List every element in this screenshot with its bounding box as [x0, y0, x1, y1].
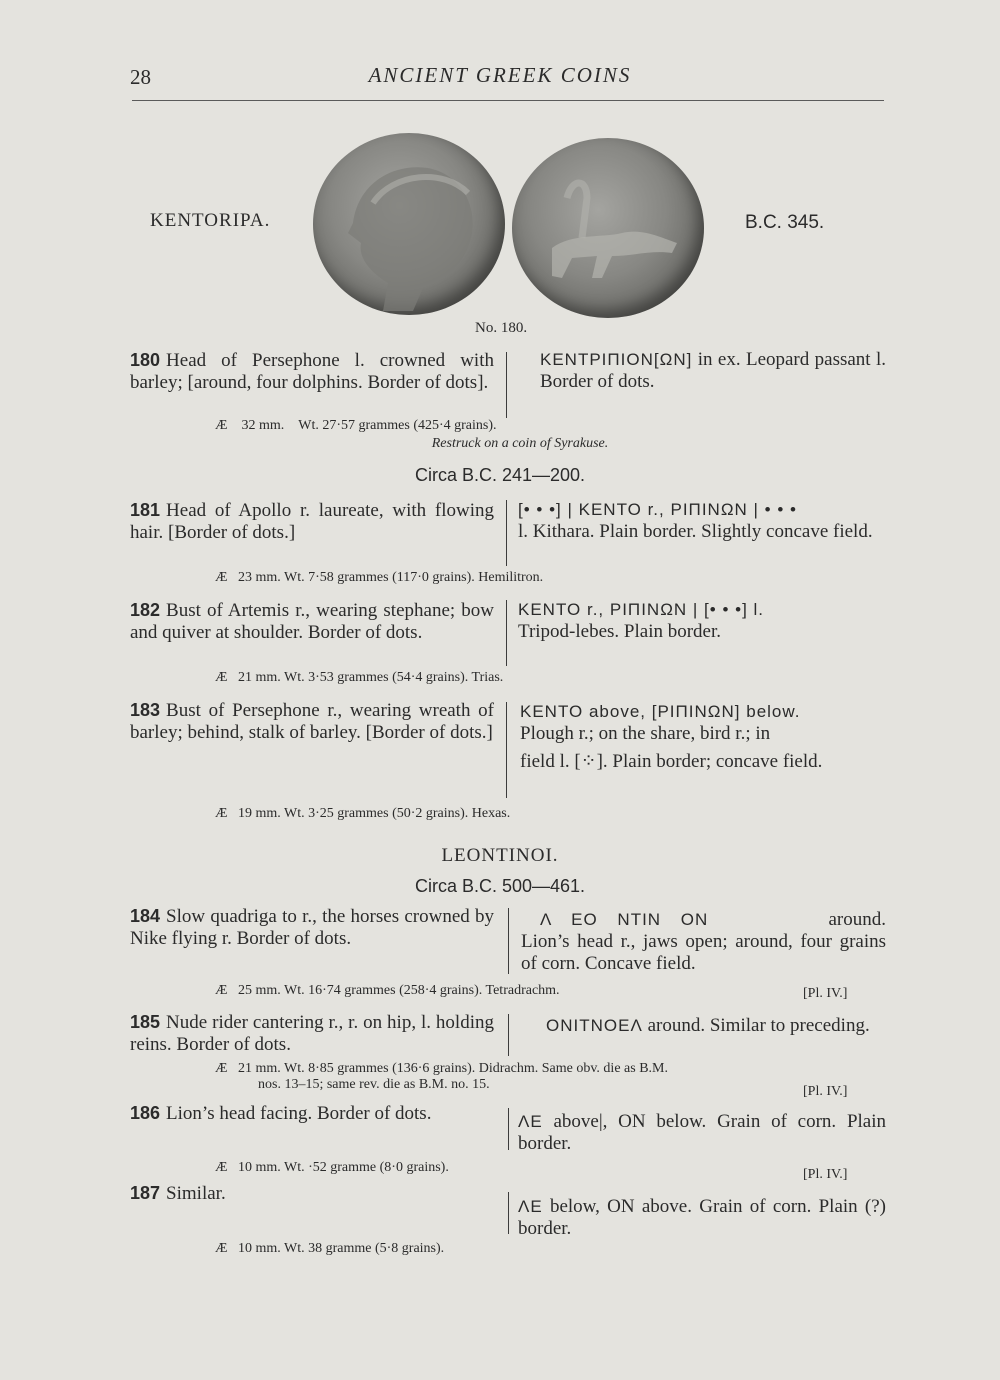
column-divider [506, 352, 507, 418]
reverse-legend: ΚΕΝΤΡΙΠΙΟΝ[ΩΝ] [540, 350, 693, 369]
obverse-description: Similar. [166, 1183, 226, 1204]
metal-symbol: Æ [215, 418, 228, 433]
metal-symbol: Æ [215, 670, 228, 685]
entry-number: 181 [130, 500, 161, 520]
metal-symbol: Æ [215, 1061, 228, 1076]
reverse-description: in ex. Leopard passant l. Border of dots. [540, 349, 886, 392]
entry-number: 186 [130, 1103, 161, 1123]
entry-185-meta [215, 1061, 668, 1077]
entry-186-reverse [518, 1111, 886, 1155]
entry-181-reverse [518, 499, 886, 543]
column-divider [508, 1108, 509, 1150]
reverse-position: around. [828, 909, 886, 930]
entry-183-reverse [520, 701, 886, 773]
plate-reference: [Pl. IV.] [803, 1084, 848, 1099]
entry-184-meta [215, 983, 560, 999]
plate-reference: [Pl. IV.] [803, 1167, 848, 1182]
running-title: ANCIENT GREEK COINS [368, 63, 632, 87]
city-heading-kentoripa: KENTORIPA. [150, 210, 271, 231]
obverse-description: Lion’s head facing. Border of dots. [166, 1103, 432, 1124]
reverse-description: above|, ΟΝ below. Grain of corn. Plain border. [518, 1111, 887, 1154]
entry-184-reverse-description: Lion’s head r., jaws open; around, four grains of corn. Concave field. [521, 931, 886, 974]
reverse-legend: ΛΕ [518, 1197, 543, 1216]
entry-182-meta [215, 670, 503, 686]
entry-180-obverse [130, 349, 494, 394]
metal-symbol: Æ [215, 983, 228, 998]
coin-reverse-image [512, 138, 704, 318]
coin-weight: Wt. 27·57 grammes (425·4 grains). [298, 418, 497, 433]
entry-184-obverse [130, 905, 494, 950]
entry-186-obverse [130, 1102, 494, 1125]
coin-obverse-image [313, 133, 505, 315]
column-divider [508, 1014, 509, 1056]
entry-number: 182 [130, 600, 161, 620]
obverse-description: Head of Apollo r. laureate, with flowing hair. [Border of dots.] [130, 500, 494, 543]
coin-details: 19 mm. Wt. 3·25 grammes (50·2 grains). Hexas. [237, 806, 511, 821]
entry-187-reverse [518, 1196, 886, 1240]
column-divider [506, 500, 507, 566]
obverse-description: Head of Persephone l. crowned with barley; [around, four dolphins. Border of dots]. [130, 350, 494, 393]
entry-183-obverse [130, 699, 494, 744]
coin-details: 25 mm. Wt. 16·74 grammes (258·4 grains). Tetradrachm. [237, 983, 560, 998]
date-heading: B.C. 345. [745, 212, 825, 233]
entry-181-obverse [130, 499, 494, 544]
entry-185-reverse [518, 1015, 886, 1037]
reverse-description: Tripod-lebes. Plain border. [518, 621, 722, 642]
obverse-description: Nude rider cantering r., r. on hip, l. holding reins. Border of dots. [130, 1012, 494, 1055]
obverse-description: Bust of Persephone r., wearing wreath of barley; behind, stalk of barley. [Border of dots.] [130, 700, 494, 743]
obverse-description: Slow quadriga to r., the horses crowned by Nike flying r. Border of dots. [130, 906, 494, 949]
entry-187-meta [215, 1241, 444, 1257]
header-rule [132, 100, 884, 101]
reverse-description: below, ΟΝ above. Grain of corn. Plain (?) border. [518, 1196, 886, 1239]
metal-symbol: Æ [215, 570, 228, 585]
entry-number: 183 [130, 700, 161, 720]
coin-details: 10 mm. Wt. 38 gramme (5·8 grains). [237, 1241, 445, 1256]
city-heading-leontinoi: LEONTINOI. [441, 845, 559, 866]
reverse-legend: ΚΕΝΤΟ above, [ΡΙΠΙΝΩΝ] below. [520, 702, 801, 721]
plate-caption: No. 180. [475, 320, 528, 336]
column-divider [508, 1192, 509, 1234]
column-divider [508, 908, 509, 974]
reverse-description: around. Similar to preceding. [647, 1015, 870, 1036]
reverse-legend: [• • •] | ΚΕΝΤΟ r., ΡΙΠΙΝΩΝ | • • • [518, 500, 797, 519]
entry-184-reverse [540, 909, 886, 931]
obverse-description: Bust of Artemis r., wearing stephane; bow and quiver at shoulder. Border of dots. [130, 600, 494, 643]
plate-reference: [Pl. IV.] [803, 986, 848, 1001]
coin-details: 10 mm. Wt. ·52 gramme (8·0 grains). [237, 1160, 449, 1175]
reverse-description: Plough r.; on the share, bird r.; in [520, 723, 771, 744]
entry-181-meta [215, 570, 543, 586]
coin-details: 21 mm. Wt. 8·85 grammes (136·6 grains). Didrachm. Same obv. die as B.M. [237, 1061, 668, 1076]
metal-symbol: Æ [215, 1160, 228, 1175]
column-divider [506, 702, 507, 798]
reverse-description-continued: field l. [⁘]. Plain border; concave field. [520, 751, 823, 772]
entry-number: 184 [130, 906, 161, 926]
entry-183-meta [215, 806, 510, 822]
coin-details: 23 mm. Wt. 7·58 grammes (117·0 grains). Hemilitron. [237, 570, 544, 585]
entry-182-obverse [130, 599, 494, 644]
period-heading: Circa B.C. 241—200. [414, 465, 586, 485]
coin-details: 21 mm. Wt. 3·53 grammes (54·4 grains). Trias. [237, 670, 504, 685]
entry-185-meta-continued: nos. 13–15; same rev. die as B.M. no. 15. [258, 1077, 490, 1092]
period-heading: Circa B.C. 500—461. [414, 876, 586, 896]
page-number: 28 [130, 65, 151, 89]
restrike-note: Restruck on a coin of Syrakuse. [431, 436, 609, 451]
persephone-head-icon [313, 133, 505, 315]
entry-number: 187 [130, 1183, 161, 1203]
coin-size: 32 mm. [241, 418, 285, 433]
entry-number: 185 [130, 1012, 161, 1032]
entry-187-obverse [130, 1182, 494, 1205]
reverse-legend: ΛΕ [518, 1112, 543, 1131]
metal-symbol: Æ [215, 806, 228, 821]
reverse-legend: Λ ΕΟ ΝΤΙΝ ΟΝ [540, 910, 709, 929]
entry-182-reverse [518, 599, 886, 643]
entry-number: 180 [130, 350, 161, 370]
leopard-icon [512, 138, 704, 318]
entry-185-obverse [130, 1011, 494, 1056]
reverse-legend: ΟΝΙΤΝΟΕΛ [546, 1016, 643, 1035]
reverse-legend: ΚΕΝΤΟ r., ΡΙΠΙΝΩΝ | [• • •] l. [518, 600, 765, 619]
column-divider [506, 600, 507, 666]
metal-symbol: Æ [215, 1241, 228, 1256]
entry-180-meta [215, 418, 497, 434]
entry-186-meta [215, 1160, 449, 1176]
reverse-description: l. Kithara. Plain border. Slightly concave field. [518, 521, 873, 542]
entry-180-reverse [540, 349, 886, 393]
